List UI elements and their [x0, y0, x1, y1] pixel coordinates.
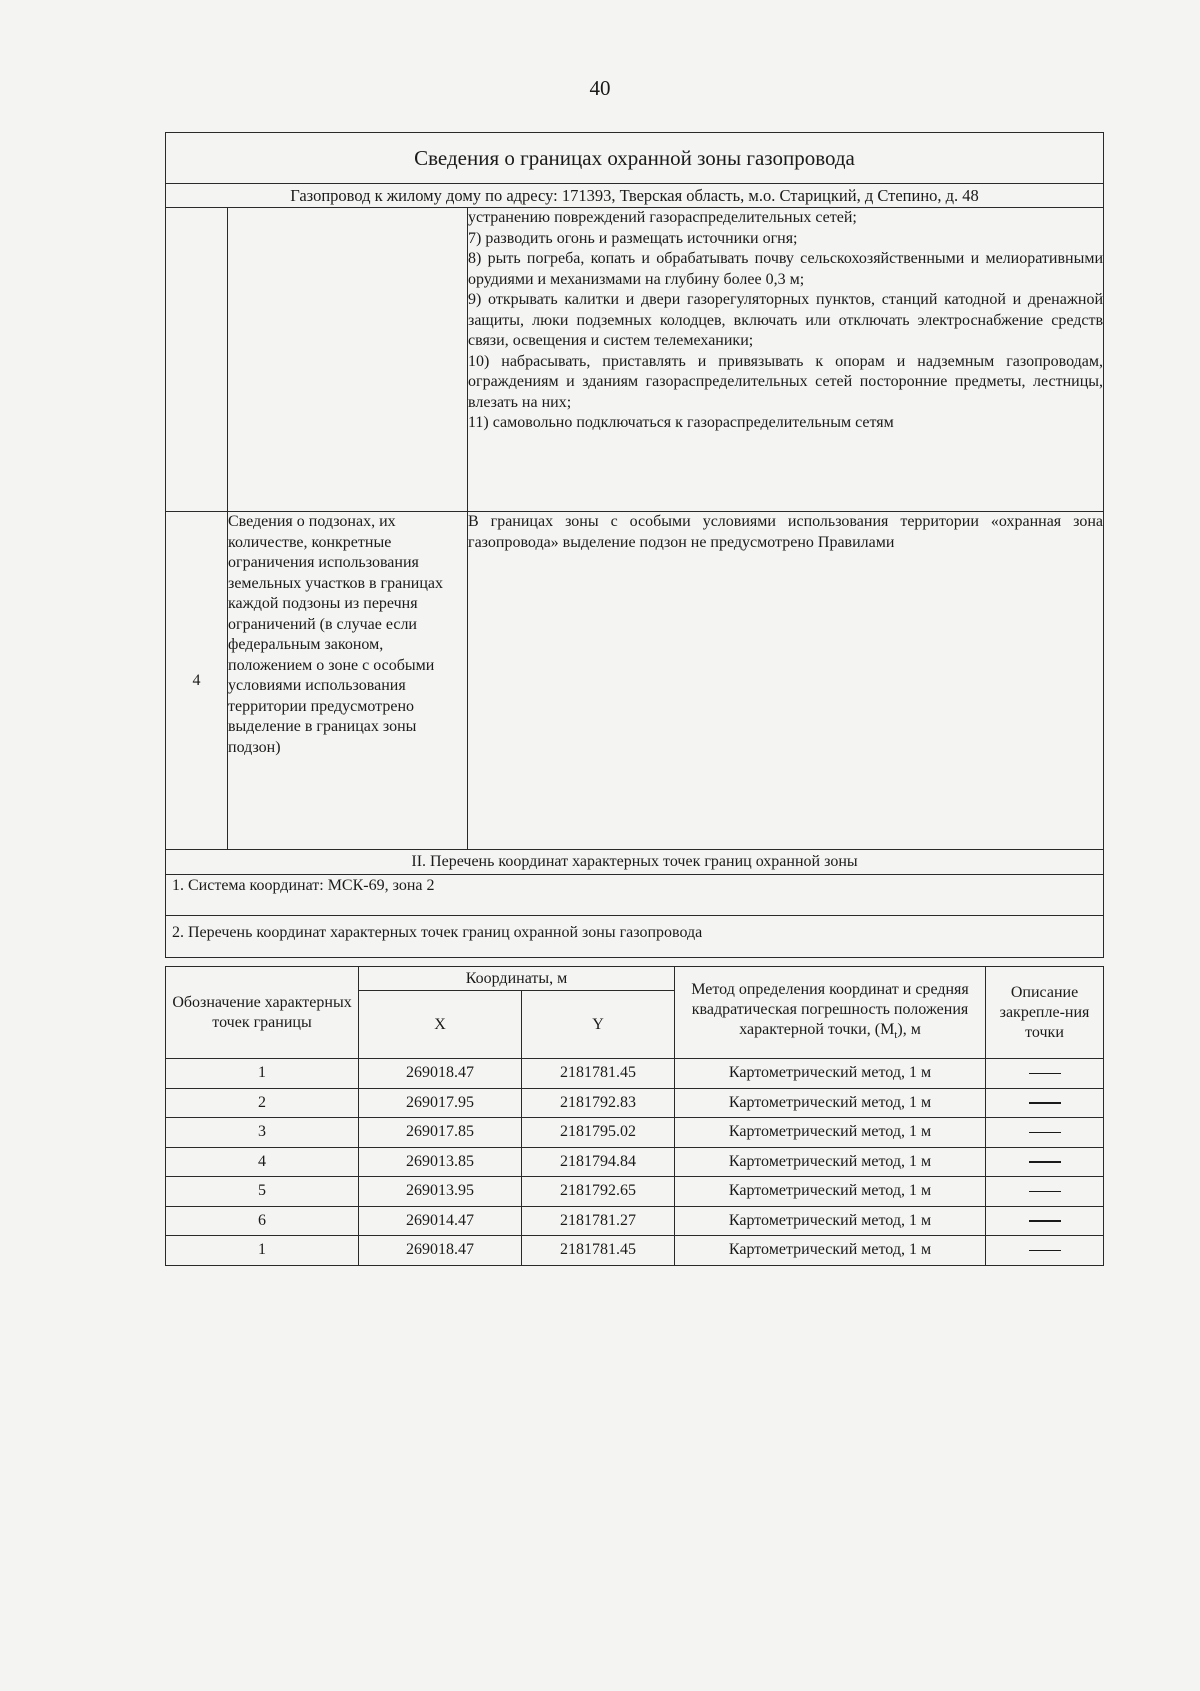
point-id: 2 — [166, 1088, 359, 1118]
dash-icon — [1029, 1250, 1061, 1252]
table-row — [166, 1177, 1104, 1207]
method: Картометрический метод, 1 м — [675, 1177, 986, 1207]
coordinates-list-title: 2. Перечень координат характерных точек границ охранной зоны газопровода — [166, 916, 1104, 958]
subzones-value: В границах зоны с особыми условиями использования территории «охранная зона газопровода» выделение подзон не предусмотрено Правилами — [468, 513, 1104, 551]
header-method — [675, 967, 986, 1059]
description — [986, 1147, 1104, 1177]
header-coordinates: Координаты, м — [359, 967, 675, 991]
coord-y: 2181792.65 — [522, 1177, 675, 1207]
coord-x: 269013.85 — [359, 1147, 522, 1177]
restriction-line: 10) набрасывать, приставлять и привязывать к опорам и надземным газопроводам, ограждениям и зданиям газораспределительных сетей посторонние предметы, лестницы, влезать на них; — [468, 352, 1104, 411]
header-point: Обозначение характерных точек границы — [166, 967, 359, 1059]
table-row — [166, 1206, 1104, 1236]
coord-y: 2181794.84 — [522, 1147, 675, 1177]
method: Картометрический метод, 1 м — [675, 1147, 986, 1177]
document-title: Сведения о границах охранной зоны газопровода — [166, 133, 1104, 184]
coord-x: 269013.95 — [359, 1177, 522, 1207]
coord-y: 2181781.27 — [522, 1206, 675, 1236]
point-id: 3 — [166, 1118, 359, 1148]
coord-y: 2181781.45 — [522, 1059, 675, 1089]
method: Картометрический метод, 1 м — [675, 1206, 986, 1236]
point-id: 6 — [166, 1206, 359, 1236]
header-method-unit: ), м — [897, 1020, 921, 1038]
coord-x: 269017.85 — [359, 1118, 522, 1148]
point-id: 1 — [166, 1059, 359, 1089]
table-row — [166, 1088, 1104, 1118]
coordinate-system: 1. Система координат: МСК-69, зона 2 — [166, 875, 1104, 916]
coord-x: 269017.95 — [359, 1088, 522, 1118]
restrictions-continued — [468, 208, 1104, 512]
description — [986, 1088, 1104, 1118]
coordinates-table — [165, 966, 1104, 1266]
zone-info-table — [165, 132, 1104, 958]
subzones-label: Сведения о подзонах, их количестве, конкретные ограничения использования земельных участков в границах каждой подзоны из перечня ограничений (в случае если федеральным законом, положением о зоне с особыми условиями использования территории предусмотрено выделение в границах зоны подзон) — [228, 512, 468, 850]
dash-icon — [1029, 1132, 1061, 1134]
description — [986, 1177, 1104, 1207]
dash-icon — [1029, 1191, 1061, 1193]
header-method-subscript: t — [894, 1029, 898, 1042]
header-description: Описание закрепле-ния точки — [986, 967, 1104, 1059]
point-id: 5 — [166, 1177, 359, 1207]
row-number-continued — [166, 208, 228, 512]
coord-x: 269018.47 — [359, 1236, 522, 1266]
description — [986, 1206, 1104, 1236]
restriction-line: 7) разводить огонь и размещать источники огня; — [468, 229, 798, 247]
table-row — [166, 1236, 1104, 1266]
pipeline-address: Газопровод к жилому дому по адресу: 171393, Тверская область, м.о. Старицкий, д Степино, д. 48 — [166, 184, 1104, 208]
restriction-line: 9) открывать калитки и двери газорегуляторных пунктов, станций катодной и дренажной защиты, люки подземных колодцев, включать или отключать электроснабжение средств связи, освещения и систем телемеханики; — [468, 291, 1104, 349]
section-title: II. Перечень координат характерных точек границ охранной зоны — [166, 850, 1104, 875]
table-row — [166, 1118, 1104, 1148]
page-number: 40 — [589, 76, 611, 100]
table-row — [166, 1147, 1104, 1177]
row-label-continued — [228, 208, 468, 512]
subzones-text — [468, 512, 1104, 850]
coord-y: 2181795.02 — [522, 1118, 675, 1148]
restriction-line: устранению повреждений газораспределительных сетей; — [468, 209, 857, 226]
dash-icon — [1029, 1220, 1061, 1222]
table-row — [166, 1059, 1104, 1089]
description — [986, 1118, 1104, 1148]
method: Картометрический метод, 1 м — [675, 1236, 986, 1266]
coord-x: 269018.47 — [359, 1059, 522, 1089]
header-y: Y — [522, 991, 675, 1059]
description — [986, 1059, 1104, 1089]
method: Картометрический метод, 1 м — [675, 1088, 986, 1118]
coord-y: 2181781.45 — [522, 1236, 675, 1266]
dash-icon — [1029, 1102, 1061, 1104]
coord-x: 269014.47 — [359, 1206, 522, 1236]
point-id: 4 — [166, 1147, 359, 1177]
restriction-line: 11) самовольно подключаться к газораспределительным сетям — [468, 414, 894, 431]
method: Картометрический метод, 1 м — [675, 1059, 986, 1089]
dash-icon — [1029, 1073, 1061, 1075]
restriction-line: 8) рыть погреба, копать и обрабатывать почву сельскохозяйственными и мелиоративными орудиями и механизмами на глубину более 0,3 м; — [468, 250, 1104, 288]
dash-icon — [1029, 1161, 1061, 1163]
point-id: 1 — [166, 1236, 359, 1266]
coord-y: 2181792.83 — [522, 1088, 675, 1118]
header-method-text: Метод определения координат и средняя квадратическая погрешность положения характерной точки, (M — [691, 980, 969, 1038]
description — [986, 1236, 1104, 1266]
method: Картометрический метод, 1 м — [675, 1118, 986, 1148]
header-x: X — [359, 991, 522, 1059]
row-number: 4 — [166, 512, 228, 850]
